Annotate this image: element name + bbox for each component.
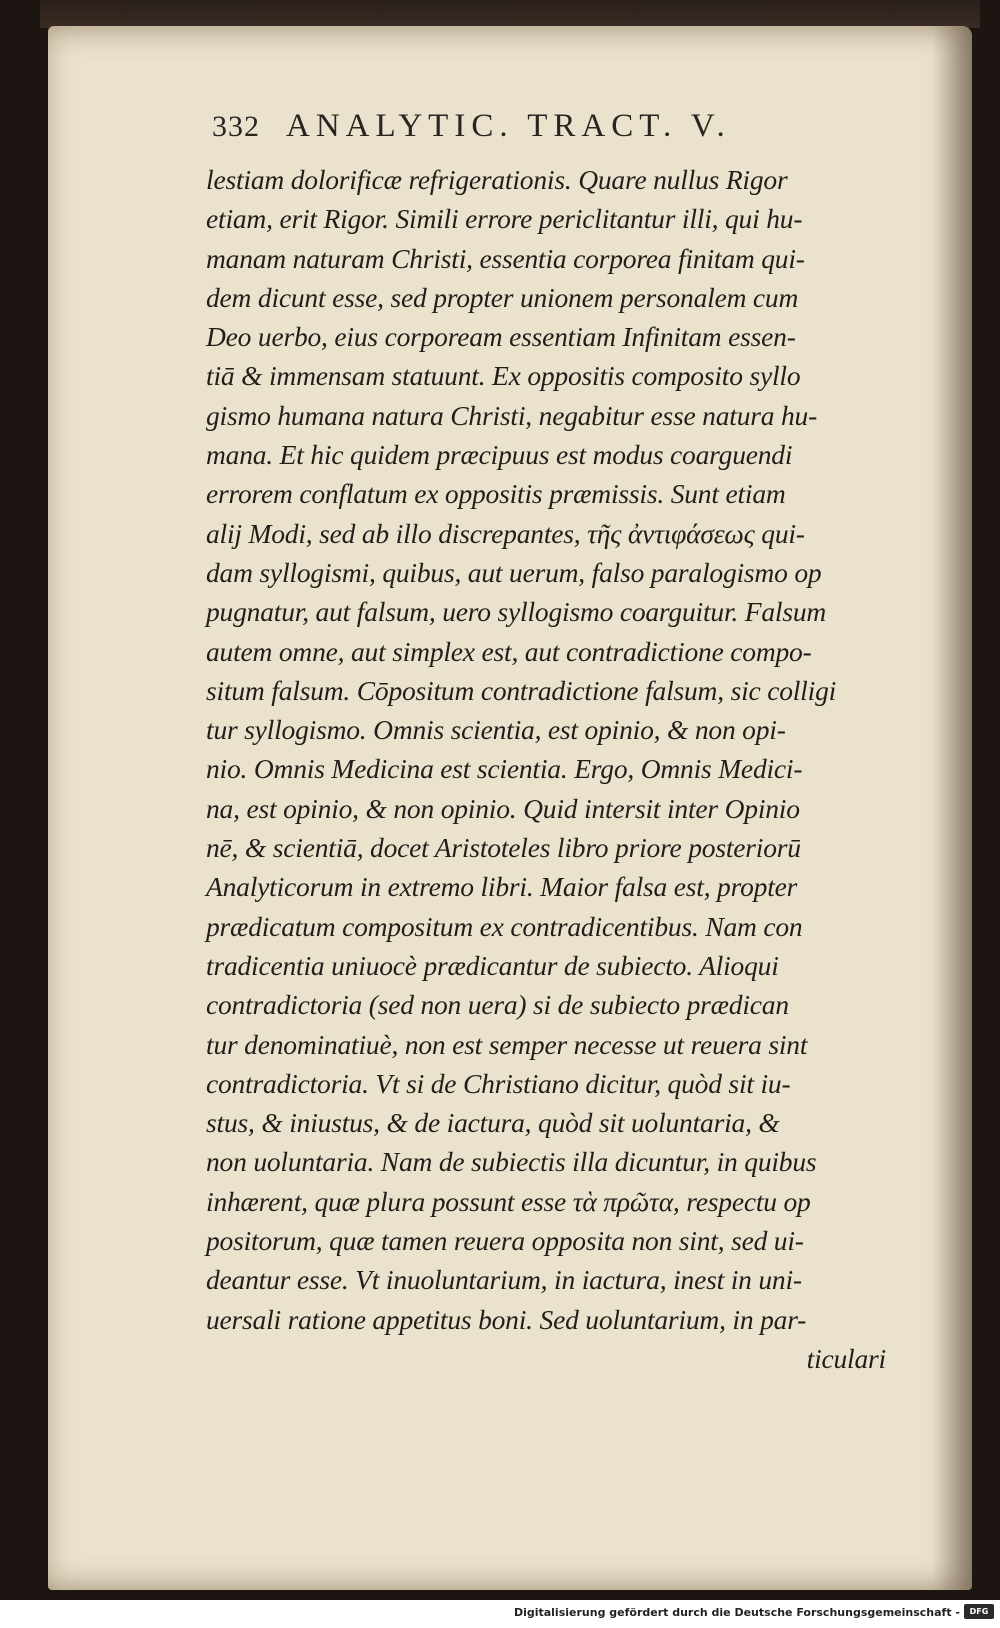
text-line: dem dicunt esse, sed propter unionem personalem cum bbox=[206, 281, 799, 313]
text-line: mana. Et hic quidem præcipuus est modus coarguendi bbox=[206, 439, 793, 471]
running-head bbox=[212, 108, 912, 152]
catchword: ticulari bbox=[806, 1342, 886, 1374]
text-line: na, est opinio, & non opinio. Quid intersit inter Opinio bbox=[206, 792, 800, 824]
digitization-credit: Digitalisierung gefördert durch die Deutsche Forschungsgemeinschaft - bbox=[513, 1606, 960, 1619]
text-line: Deo uerbo, eius corpoream essentiam Infinitam essen- bbox=[206, 321, 796, 353]
text-line: deantur esse. Vt inuoluntarium, in iactura, inest in uni- bbox=[206, 1264, 802, 1296]
text-line: uersali ratione appetitus boni. Sed uoluntarium, in par- bbox=[206, 1303, 807, 1335]
book-top-edge bbox=[40, 0, 980, 28]
text-line: Analyticorum in extremo libri. Maior falsa est, propter bbox=[206, 871, 798, 903]
text-line: pugnatur, aut falsum, uero syllogismo coarguitur. Falsum bbox=[206, 596, 827, 628]
text-line: dam syllogismi, quibus, aut uerum, falso paralogismo op bbox=[206, 556, 822, 588]
text-line: gismo humana natura Christi, negabitur esse natura hu- bbox=[206, 399, 818, 431]
dfg-logo: DFG bbox=[964, 1604, 994, 1619]
running-title: ANALYTIC. TRACT. V. bbox=[286, 108, 731, 144]
text-line: tiā & immensam statuunt. Ex oppositis composito syllo bbox=[206, 360, 801, 392]
body-text bbox=[206, 160, 886, 1378]
text-line: alij Modi, sed ab illo discrepantes, τῆς ἀντιφάσεως qui- bbox=[206, 517, 805, 549]
text-line: autem omne, aut simplex est, aut contradictione compo- bbox=[206, 635, 812, 667]
text-line: prædicatum compositum ex contradicentibus. Nam con bbox=[206, 910, 803, 942]
text-line: manam naturam Christi, essentia corporea finitam qui- bbox=[206, 242, 805, 274]
page-gutter-shadow bbox=[932, 26, 972, 1590]
text-line: lestiam dolorificæ refrigerationis. Quare nullus Rigor bbox=[206, 164, 788, 195]
text-line: contradictoria (sed non uera) si de subiecto prædican bbox=[206, 989, 789, 1021]
text-line: tur syllogismo. Omnis scientia, est opinio, & non opi- bbox=[206, 714, 786, 746]
text-line: etiam, erit Rigor. Simili errore periclitantur illi, qui hu- bbox=[206, 203, 803, 235]
text-line: errorem conflatum ex oppositis præmissis. Sunt etiam bbox=[206, 478, 786, 510]
text-line: tradicentia uniuocè prædicantur de subiecto. Alioqui bbox=[206, 949, 779, 981]
text-line: inhærent, quæ plura possunt esse τὰ πρῶτα, respectu op bbox=[206, 1185, 811, 1217]
text-line: nē, & scientiā, docet Aristoteles libro priore posteriorū bbox=[206, 832, 801, 864]
text-line: stus, & iniustus, & de iactura, quòd sit uoluntaria, & bbox=[206, 1107, 780, 1139]
text-line: tur denominatiuè, non est semper necesse ut reuera sint bbox=[206, 1028, 808, 1060]
footer-bar bbox=[0, 1600, 1000, 1628]
text-line: nio. Omnis Medicina est scientia. Ergo, Omnis Medici- bbox=[206, 753, 803, 785]
text-line: situm falsum. Cōpositum contradictione falsum, sic colligi bbox=[206, 674, 837, 706]
page-number: 332 bbox=[212, 110, 260, 143]
text-line: positorum, quæ tamen reuera opposita non sint, sed ui- bbox=[206, 1225, 804, 1257]
text-line: contradictoria. Vt si de Christiano dicitur, quòd sit iu- bbox=[206, 1067, 791, 1099]
text-line: non uoluntaria. Nam de subiectis illa dicuntur, in quibus bbox=[206, 1146, 817, 1178]
